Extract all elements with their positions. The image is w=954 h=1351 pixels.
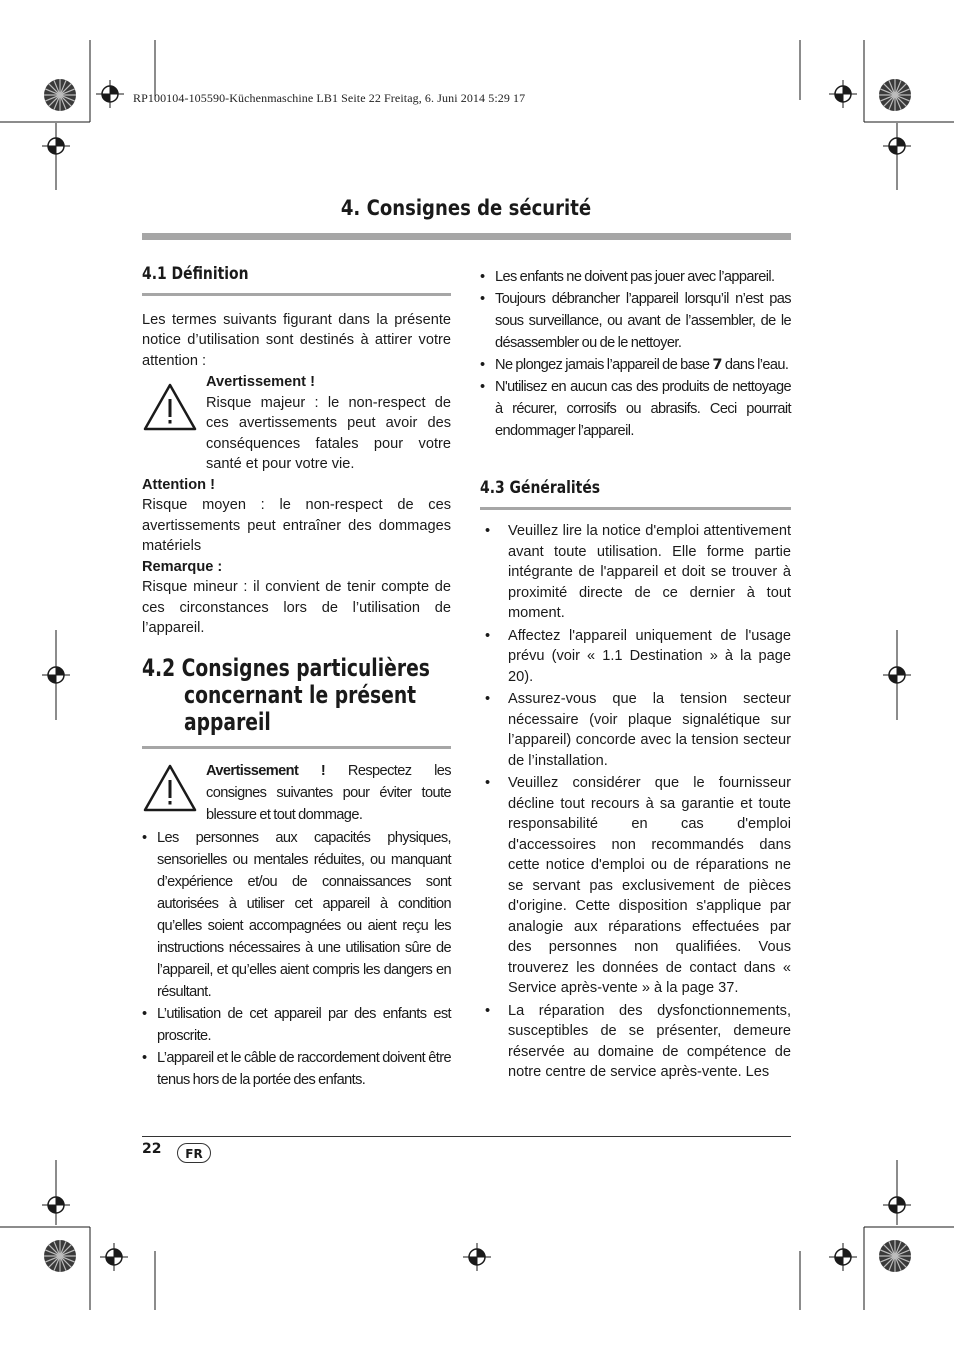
warning-4-2-text: Respectez les consignes suivantes pour éviter toute blessure et tout dommage. — [206, 763, 451, 823]
chapter-title: 4. Consignes de sécurité — [340, 196, 592, 220]
registration-mark-icon — [829, 1243, 857, 1271]
registration-mark-icon — [883, 132, 911, 160]
print-header: RP100104-105590-Küchenmaschine LB1 Seite 22 Freitag, 6. Juni 2014 5:29 17 — [133, 91, 526, 105]
list-item: • Toujours débrancher l’appareil lorsqu’il n’est pas sous surveillance, ou avant de l’assembler, de le désassembler ou de le nettoyer. — [480, 291, 791, 351]
section-4-1-title: 4.1 Définition — [142, 264, 249, 284]
attention-label: Attention ! — [142, 476, 215, 493]
page-number: 22 — [142, 1141, 162, 1157]
registration-mark-icon — [883, 1191, 911, 1219]
warning-label: Avertissement ! — [206, 374, 315, 390]
attention-text: Risque moyen : le non-respect de ces avertissements peut entraîner des dommages matériels — [142, 497, 451, 554]
list-item: • Les enfants ne doivent pas jouer avec l’appareil. — [480, 269, 775, 285]
registration-mark-icon — [42, 132, 70, 160]
list-item: • L’appareil et le câble de raccordement doivent être tenus hors de la portée des enfants. — [142, 1050, 451, 1088]
color-wheel-icon — [43, 1239, 77, 1273]
warning-4-2-label: Avertissement ! — [206, 763, 326, 779]
language-badge: FR — [177, 1143, 211, 1163]
color-wheel-icon — [43, 78, 77, 112]
registration-mark-icon — [100, 1243, 128, 1271]
list-item: • L’utilisation de cet appareil par des enfants est proscrite. — [142, 1006, 451, 1044]
list-item: • La réparation des dysfonctionnements, susceptibles de se présenter, demeure réservée au domaine de compétence de notre centre de service après-vente. Les — [485, 1002, 791, 1080]
registration-mark-icon — [96, 80, 124, 108]
remark-text: Risque mineur : il convient de tenir compte de ces circonstances lors de l’utilisation de l’appareil. — [142, 579, 451, 636]
registration-mark-icon — [42, 661, 70, 689]
registration-mark-icon — [42, 1191, 70, 1219]
list-item: • Veuillez considérer que le fournisseur décline tout recours à sa garantie et toute responsabilité en cas d'emploi d'accessoires non recommandés dans cette notice d'emploi ou de réparations ne se servant pas exclusivement de pièces d'origine. Cette disposition s'applique par analogie aux réparations effectuées par des personnes non qualifiées. Vous trouverez les données de contact dans « Service après-vente » à la page 37. — [485, 775, 791, 996]
list-item: • Ne plongez jamais l’appareil de base 7 dans l’eau. — [480, 356, 789, 373]
list-item: • Assurez-vous que la tension secteur nécessaire (voir plaque signalétique sur l’appareil) concorde avec la tension secteur de l’installation. — [485, 691, 791, 769]
registration-mark-icon — [463, 1243, 491, 1271]
section-4-3-title: 4.3 Généralités — [480, 478, 601, 498]
definition-intro: Les termes suivants figurant dans la présente notice d’utilisation sont destinés à attirer votre attention : — [142, 311, 451, 369]
list-item: • Veuillez lire la notice d'emploi attentivement avant toute utilisation. Elle forme partie intégrante de l'appareil et doit se trouver à proximité directe de ce dernier à tout moment. — [485, 523, 791, 621]
list-item: • N'utilisez en aucun cas des produits de nettoyage à récurer, corrosifs ou abrasifs. Ceci pourrait endommager l’appareil. — [480, 379, 791, 439]
registration-mark-icon — [883, 661, 911, 689]
warning-text: Risque majeur : le non-respect de ces avertissements peut avoir des conséquences fatales pour votre santé et pour votre vie. — [206, 394, 451, 472]
section-4-2-title-line2: concernant le présent — [184, 681, 417, 709]
list-item: • Affectez l'appareil uniquement de l'usage prévu (voir « 1.1 Destination » à la page 20). — [485, 627, 791, 685]
section-4-2-title-line3: appareil — [184, 708, 271, 736]
section-4-2-title-line1: 4.2 Consignes particulières — [142, 654, 430, 682]
color-wheel-icon — [878, 78, 912, 112]
remark-label: Remarque : — [142, 558, 223, 575]
color-wheel-icon — [878, 1239, 912, 1273]
list-item: • Les personnes aux capacités physiques, sensorielles ou mentales réduites, ou manquant d’expérience et/ou de connaissances sont autorisées à utiliser cet appareil à condition qu’elles soient accompagnées ou aient reçu les instructions nécessaires à une utilisation sûre de l’appareil, et qu’elles aient compris les dangers en résultant. — [142, 830, 451, 1000]
registration-mark-icon — [829, 80, 857, 108]
part-number-7: 7 — [712, 356, 722, 373]
